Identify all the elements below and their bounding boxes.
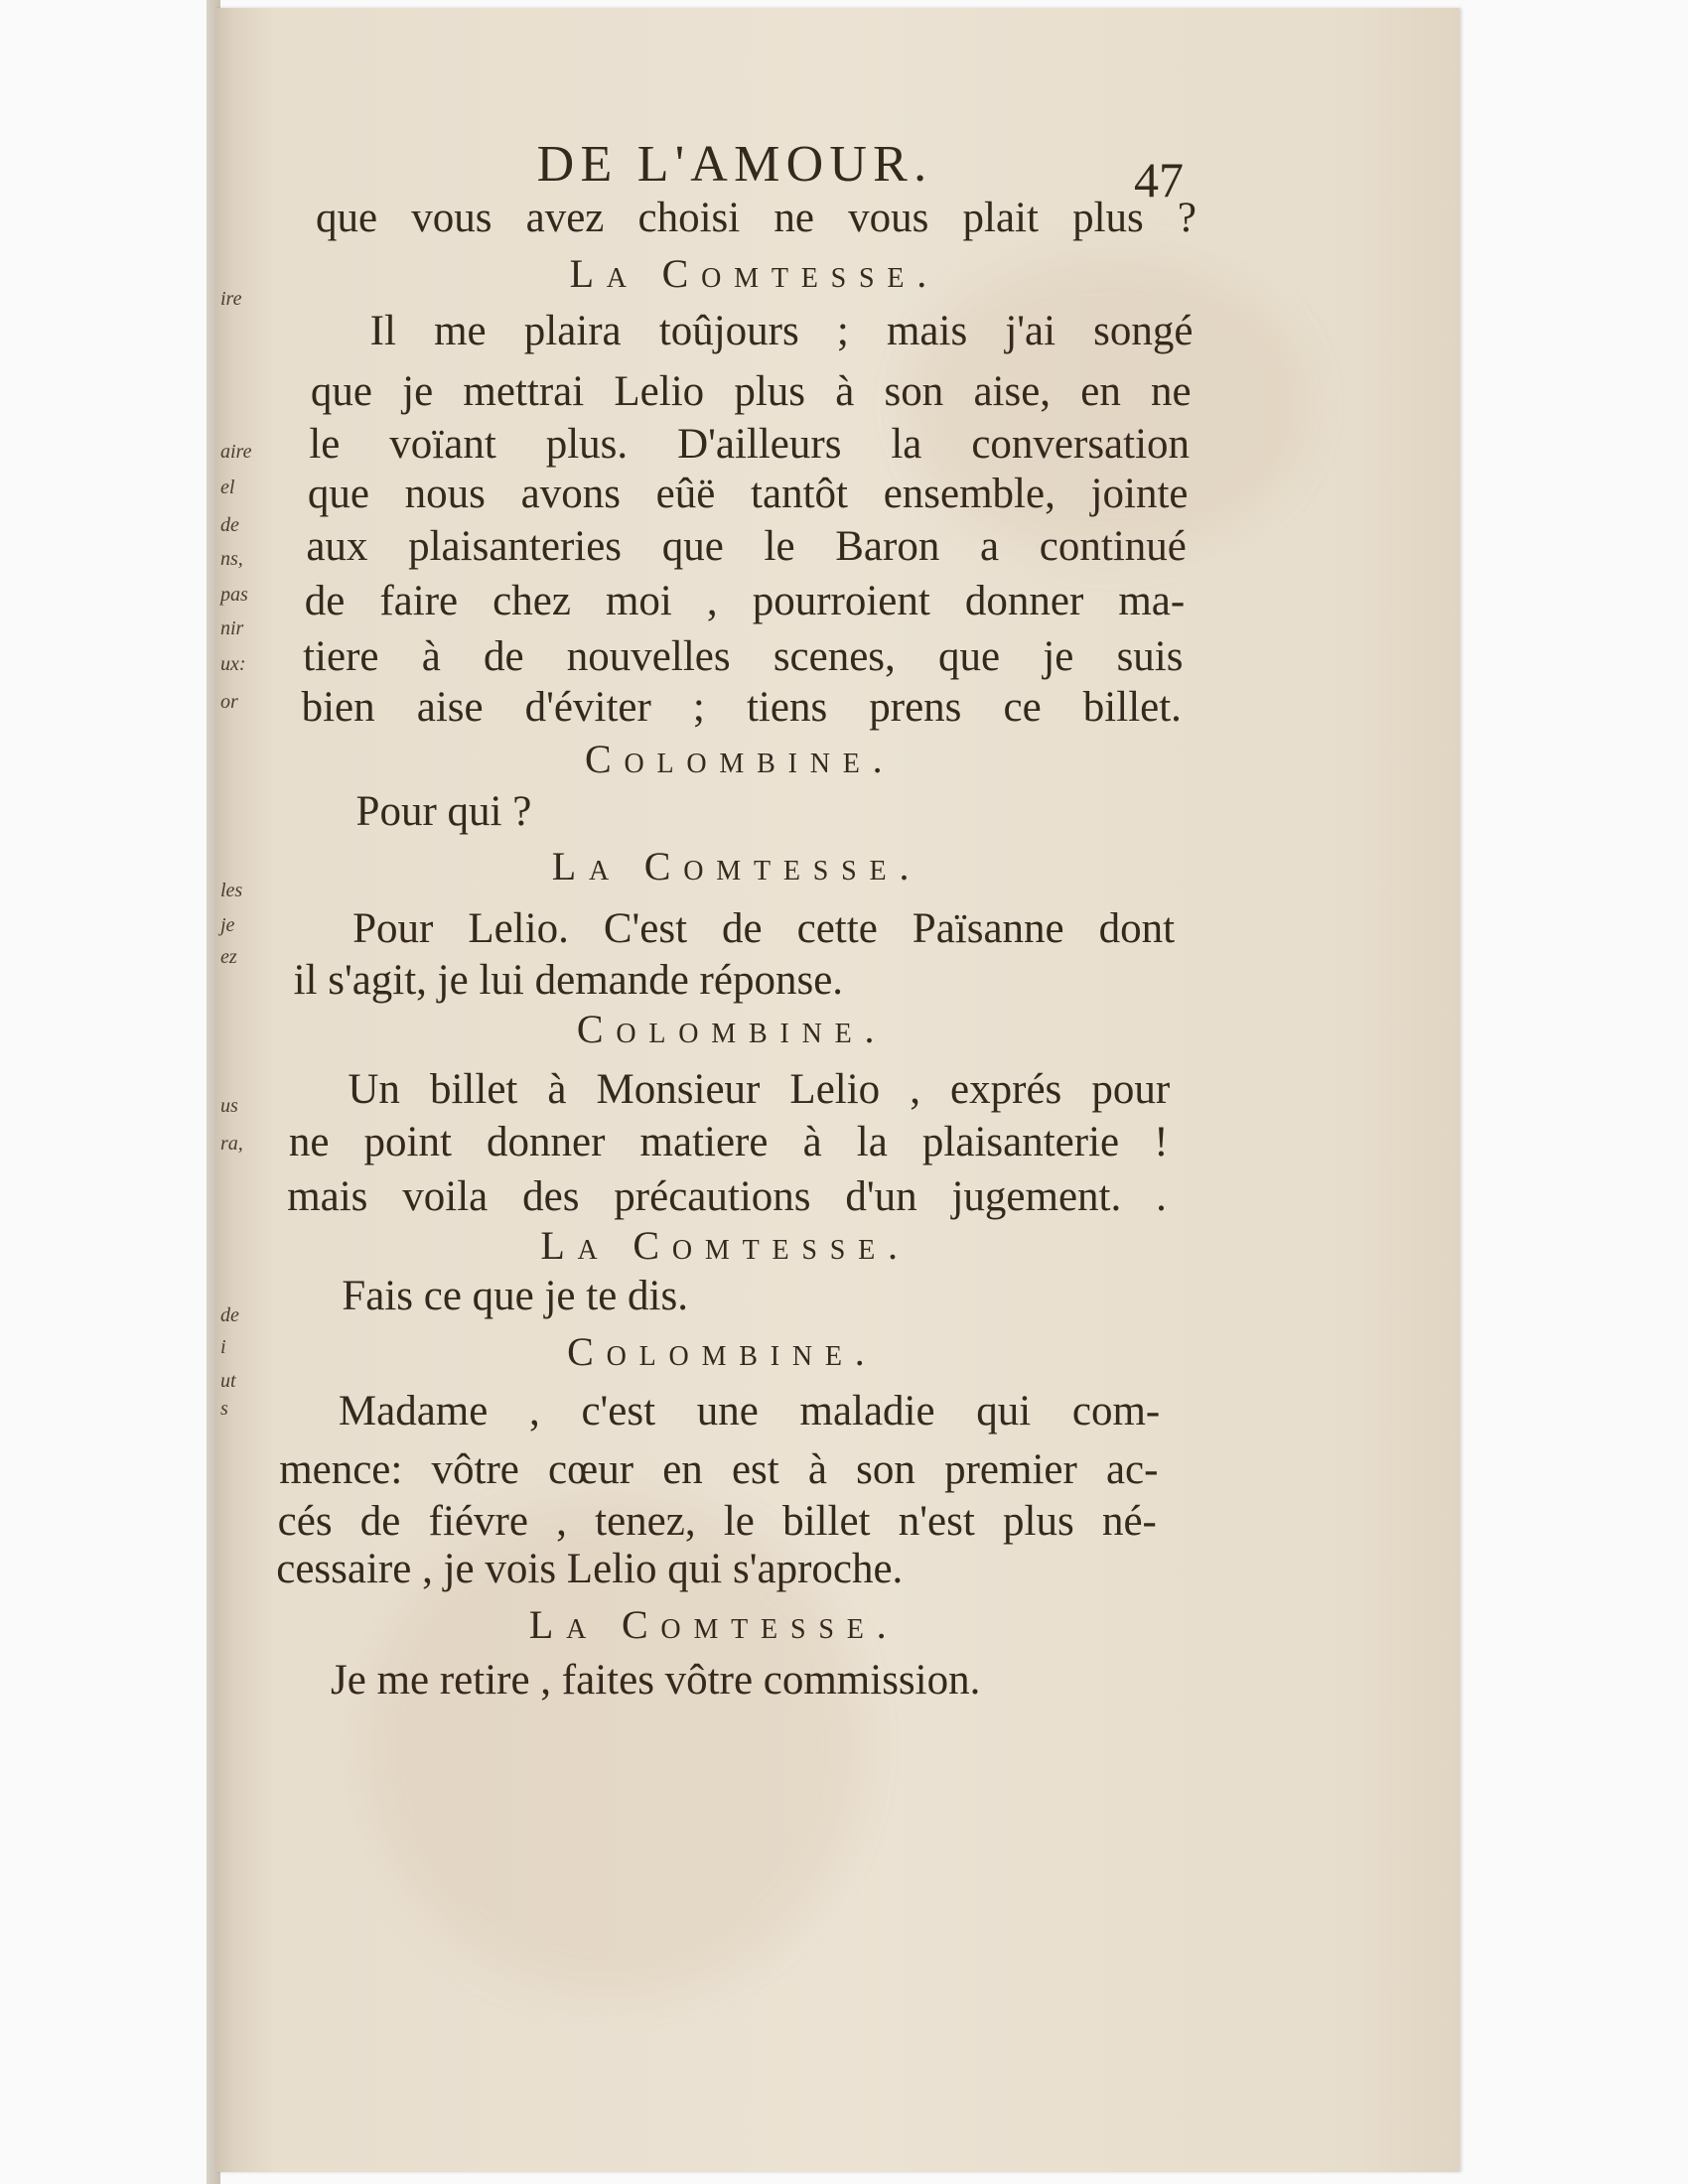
text-line: mais voila des précautions d'un jugement. . <box>287 1173 1167 1220</box>
facing-page-fragment: i <box>220 1336 226 1358</box>
speaker-name: Colombine. <box>567 1329 878 1374</box>
text-line: Il me plaira toûjours ; mais j'ai songé <box>369 308 1194 354</box>
text-line: Pour qui ? <box>355 788 532 835</box>
facing-page-fragment: ra, <box>220 1133 243 1155</box>
facing-page-fragment: nir <box>220 617 244 639</box>
text-line: Je me retire , faites vôtre commission. <box>331 1657 981 1704</box>
speaker-name: La Comtesse. <box>540 1223 911 1268</box>
speaker-name: La Comtesse. <box>569 251 940 296</box>
facing-page-fragment: ux: <box>220 653 246 675</box>
facing-page-fragment: el <box>220 477 235 498</box>
text-line: tiere à de nouvelles scenes, que je suis <box>303 633 1184 680</box>
facing-page-fragment: les <box>220 880 243 901</box>
text-line: cés de fiévre , tenez, le billet n'est plus né- <box>277 1498 1157 1545</box>
facing-page-fragment: or <box>220 691 238 713</box>
facing-page-fragment: us <box>220 1095 238 1117</box>
text-line: ne point donner matiere à la plaisanterie ! <box>288 1119 1169 1165</box>
text-line: mence: vôtre cœur en est à son premier ac- <box>279 1446 1159 1493</box>
text-line: Un billet à Monsieur Lelio , exprés pour <box>348 1066 1171 1113</box>
text-line: bien aise d'éviter ; tiens prens ce billet. <box>301 684 1182 731</box>
text-line: aux plaisanteries que le Baron a continué <box>306 523 1187 570</box>
facing-page-fragment: je <box>220 914 235 936</box>
text-line: cessaire , je vois Lelio qui s'aproche. <box>276 1546 904 1592</box>
facing-page-fragment: aire <box>220 441 252 463</box>
text-line: que je mettrai Lelio plus à son aise, en ne <box>310 368 1192 415</box>
speaker-name: Colombine. <box>584 737 896 781</box>
speaker-name: La Comtesse. <box>551 844 922 888</box>
facing-page-fragment: de <box>220 1304 239 1326</box>
page-number: 47 <box>1134 152 1184 207</box>
text-line: que vous avez choisi ne vous plait plus ? <box>316 195 1196 241</box>
text-line: Pour Lelio. C'est de cette Païsanne dont <box>352 905 1176 952</box>
speaker-name: Colombine. <box>576 1007 888 1051</box>
facing-page-fragment: ire <box>220 288 242 310</box>
speaker-name: La Comtesse. <box>528 1602 900 1647</box>
text-line: que nous avons eûë tantôt ensemble, jointe <box>307 471 1189 517</box>
text-line: de faire chez moi , pourroient donner ma- <box>304 578 1186 624</box>
text-line: il s'agit, je lui demande réponse. <box>293 957 844 1004</box>
facing-page-fragment: ut <box>220 1370 236 1392</box>
facing-page-fragment: s <box>220 1398 228 1420</box>
text-line: Fais ce que je te dis. <box>342 1273 688 1319</box>
facing-page-fragment: pas <box>220 584 248 606</box>
running-title: DE L'AMOUR. <box>536 136 933 193</box>
facing-page-fragment: ns, <box>220 548 243 570</box>
facing-page-fragment: ez <box>220 946 237 968</box>
text-line: le voïant plus. D'ailleurs la conversation <box>309 421 1191 468</box>
facing-page-fragment: de <box>220 514 239 536</box>
text-line: Madame , c'est une maladie qui com- <box>338 1388 1161 1434</box>
